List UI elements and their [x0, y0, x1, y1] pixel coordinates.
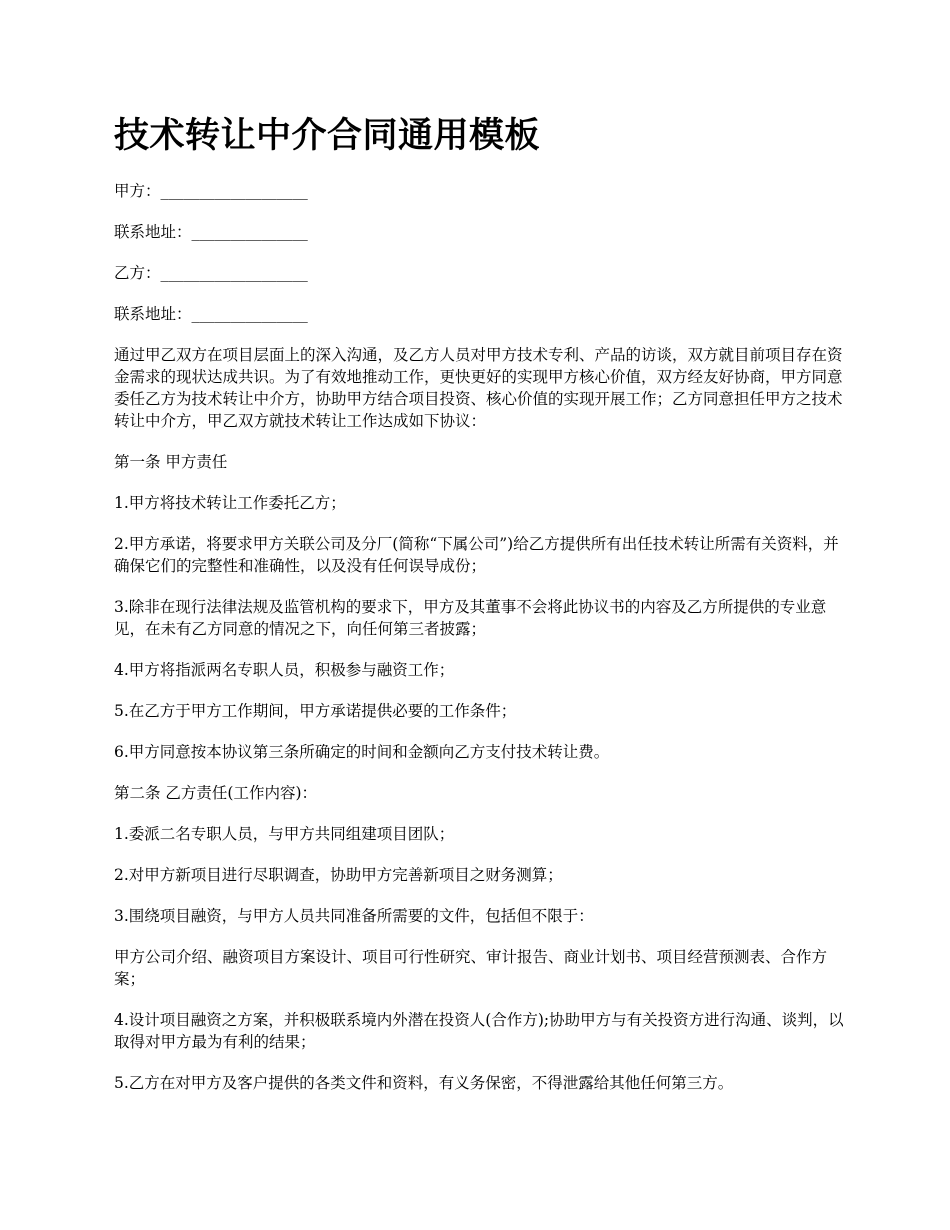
- article-2-item: 甲方公司介绍、融资项目方案设计、项目可行性研究、审计报告、商业计划书、项目经营预测表、合作方案；: [114, 948, 828, 988]
- article-2-item: 5.乙方在对甲方及客户提供的各类文件和资料，有义务保密，不得泄露给其他任何第三方。: [114, 1074, 734, 1092]
- article-1-item: 5.在乙方于甲方工作期间，甲方承诺提供必要的工作条件；: [114, 702, 517, 720]
- article-2-item: 4.设计项目融资之方案，并积极联系境内外潜在投资人(合作方);协助甲方与有关投资方进行沟通、谈判，以取得对甲方最为有利的结果；: [114, 1011, 844, 1051]
- article-1-item: 2.甲方承诺，将要求甲方关联公司及分厂(简称“下属公司”)给乙方提供所有出任技术转让所需有关资料，并确保它们的完整性和准确性，以及没有任何误导成份；: [114, 535, 839, 575]
- document-title: 技术转让中介合同通用模板: [114, 116, 541, 156]
- party-a-address-field: 联系地址：_______________: [114, 223, 308, 241]
- party-b-address-field: 联系地址：_______________: [114, 305, 308, 323]
- article-2-heading: 第二条 乙方责任(工作内容)：: [114, 784, 318, 802]
- article-1-item: 1.甲方将技术转让工作委托乙方；: [114, 494, 346, 512]
- article-1-item: 4.甲方将指派两名专职人员，积极参与融资工作；: [114, 661, 455, 679]
- article-2-item: 1.委派二名专职人员，与甲方共同组建项目团队；: [114, 825, 455, 843]
- document-page: [114, 112, 854, 1113]
- article-1-item: 6.甲方同意按本协议第三条所确定的时间和金额向乙方支付技术转让费。: [114, 743, 610, 761]
- article-1-item: 3.除非在现行法律法规及监管机构的要求下，甲方及其董事不会将此协议书的内容及乙方所提供的专业意见，在未有乙方同意的情况之下，向任何第三者披露；: [114, 598, 827, 638]
- party-b-field: 乙方：___________________: [114, 264, 308, 282]
- article-2-item: 2.对甲方新项目进行尽职调查，协助甲方完善新项目之财务测算；: [114, 866, 563, 884]
- party-a-field: 甲方：___________________: [114, 182, 308, 200]
- article-1-heading: 第一条 甲方责任: [114, 453, 228, 471]
- article-2-item: 3.围绕项目融资，与甲方人员共同准备所需要的文件，包括但不限于：: [114, 907, 594, 925]
- intro-paragraph: 通过甲乙双方在项目层面上的深入沟通，及乙方人员对甲方技术专利、产品的访谈，双方就目前项目存在资金需求的现状达成共识。为了有效地推动工作，更快更好的实现甲方核心价值，双方经友好协商，甲方同意委任乙方为技术转让中介方，协助甲方结合项目投资、核心价值的实现开展工作；乙方同意担任甲方之技术转让中介方，甲乙双方就技术转让工作达成如下协议：: [114, 346, 843, 430]
